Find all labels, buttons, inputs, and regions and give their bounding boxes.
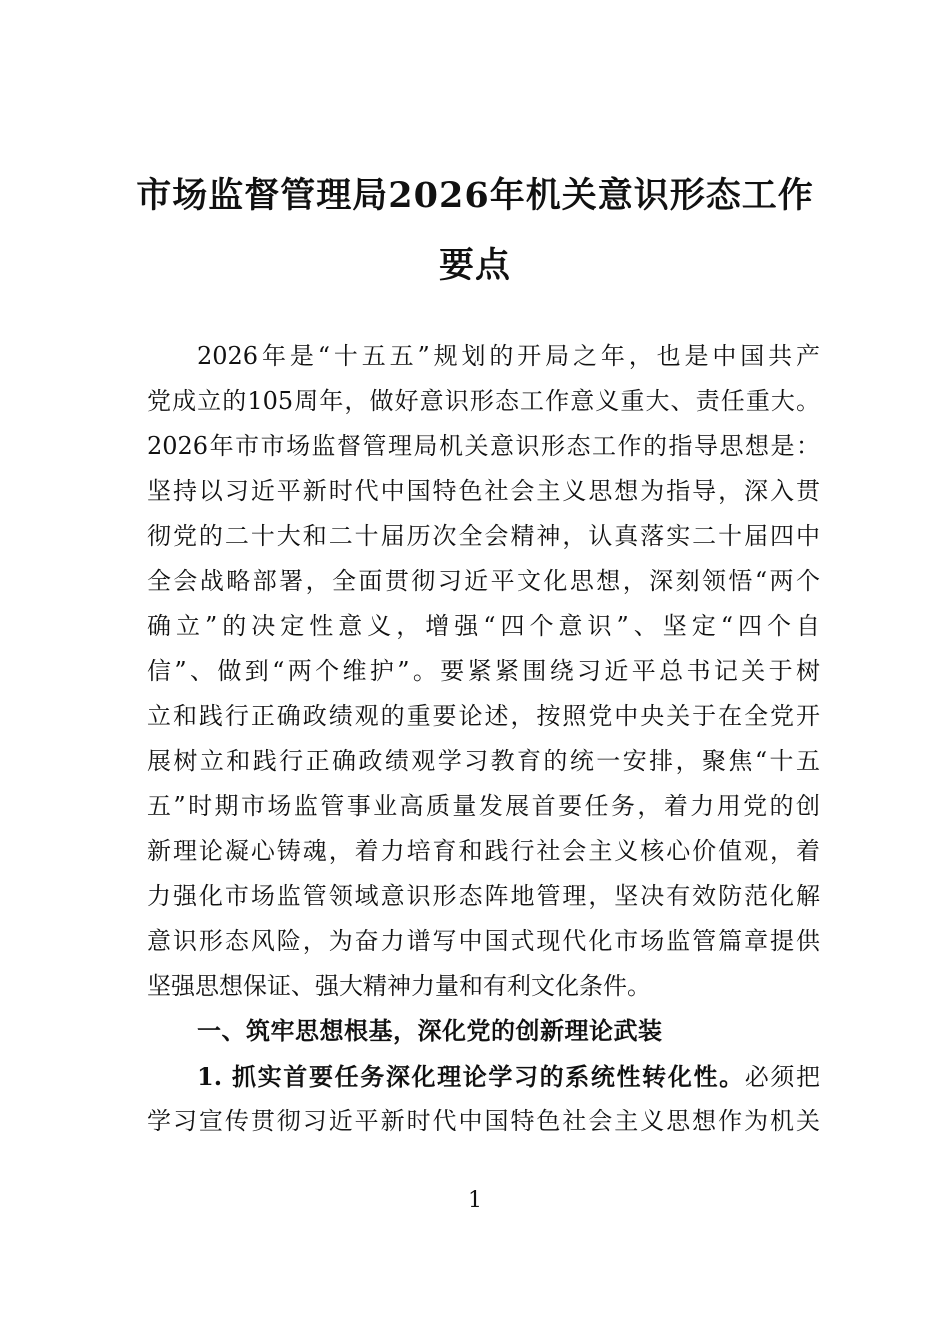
document-title-line2: 要点 xyxy=(438,245,511,286)
section-heading: 一、筑牢思想根基，深化党的创新理论武装 xyxy=(197,1017,663,1045)
document-body xyxy=(147,334,820,1144)
paragraph-line: 力强化市场监管领域意识形态阵地管理，坚决有效防范化解 xyxy=(147,882,820,910)
document-title-line1: 市场监督管理局2026年机关意识形态工作 xyxy=(136,175,814,216)
paragraph-line: 彻党的二十大和二十届历次全会精神，认真落实二十届四中 xyxy=(147,522,820,550)
paragraph-line: 全会战略部署，全面贯彻习近平文化思想，深刻领悟“两个 xyxy=(147,567,820,595)
item-line xyxy=(147,1054,820,1099)
page-number: 1 xyxy=(468,1188,482,1213)
item-title: 1. 抓实首要任务深化理论学习的系统性转化性。 xyxy=(197,1062,745,1091)
paragraph-line: 2026年是“十五五”规划的开局之年，也是中国共产 xyxy=(197,342,820,370)
paragraph-line: 五”时期市场监管事业高质量发展首要任务，着力用党的创 xyxy=(147,792,820,820)
paragraph-line: 2026年市市场监督管理局机关意识形态工作的指导思想是： xyxy=(147,432,820,460)
item-line: 学习宣传贯彻习近平新时代中国特色社会主义思想作为机关 xyxy=(147,1107,820,1135)
paragraph-line: 信”、做到“两个维护”。要紧紧围绕习近平总书记关于树 xyxy=(147,657,820,685)
paragraph-line: 党成立的105周年，做好意识形态工作意义重大、责任重大。 xyxy=(147,387,820,415)
paragraph-line: 立和践行正确政绩观的重要论述，按照党中央关于在全党开 xyxy=(147,702,820,730)
paragraph-line: 坚持以习近平新时代中国特色社会主义思想为指导，深入贯 xyxy=(147,477,820,505)
item-text: 必须把 xyxy=(744,1063,821,1091)
paragraph-line: 意识形态风险，为奋力谱写中国式现代化市场监管篇章提供 xyxy=(147,927,820,955)
paragraph-line: 展树立和践行正确政绩观学习教育的统一安排，聚焦“十五 xyxy=(147,747,820,775)
paragraph-line: 新理论凝心铸魂，着力培育和践行社会主义核心价值观，着 xyxy=(147,837,820,865)
paragraph-line: 坚强思想保证、强大精神力量和有利文化条件。 xyxy=(147,972,651,1000)
paragraph-line: 确立”的决定性意义，增强“四个意识”、坚定“四个自 xyxy=(147,612,820,640)
